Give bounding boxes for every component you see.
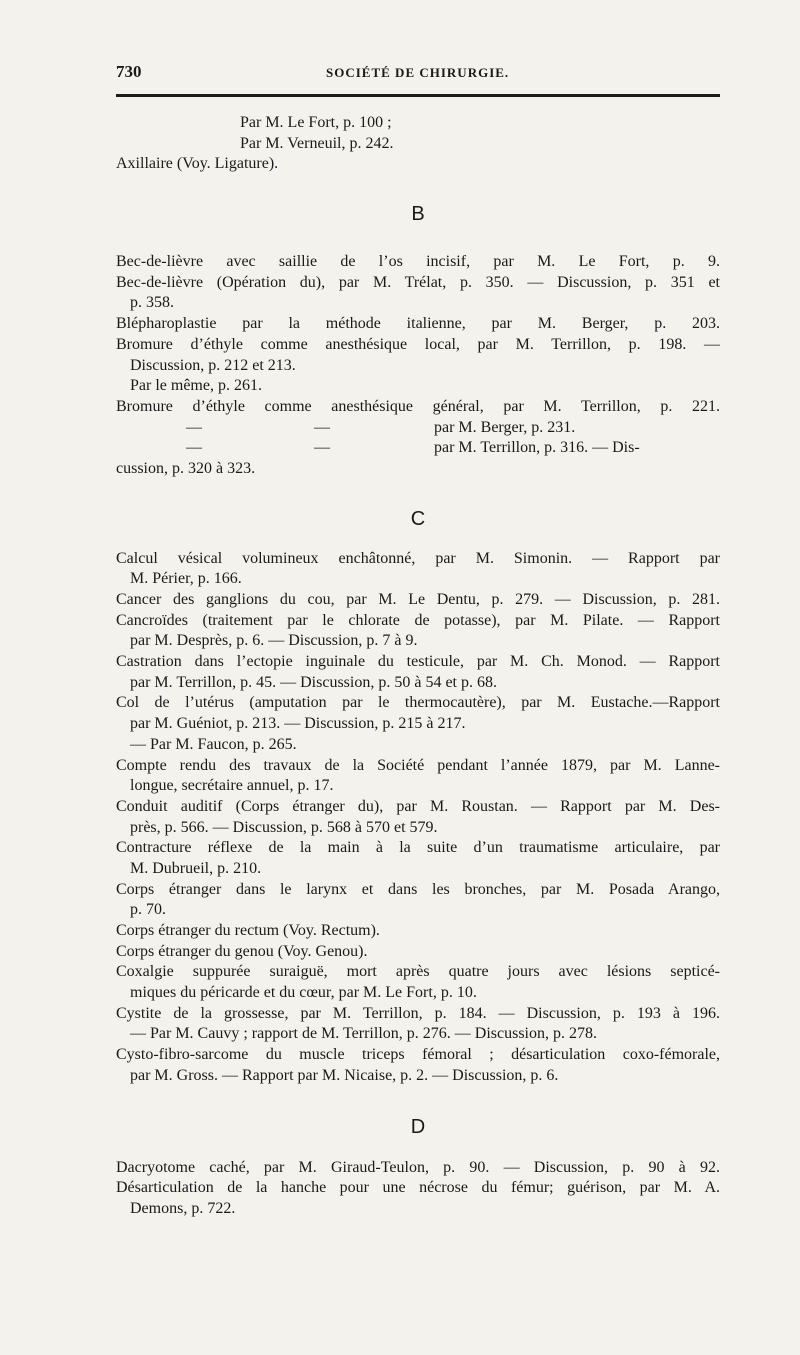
index-entry: Corps étranger du rectum (Voy. Rectum). bbox=[116, 922, 380, 939]
index-entry: Calcul vésical volumineux enchâtonné, par M. Simonin. — Rapport par bbox=[116, 549, 720, 567]
index-line: M. Dubrueil, p. 210. bbox=[130, 859, 262, 877]
index-entry: Désarticulation de la hanche pour une nécrose du fémur; guérison, par M. A. bbox=[116, 1179, 720, 1197]
index-line: longue, secrétaire annuel, p. 17. bbox=[130, 777, 334, 795]
index-line: M. Périer, p. 166. bbox=[130, 570, 242, 588]
index-line: — Par M. Faucon, p. 265. bbox=[130, 735, 297, 753]
index-entry: Bromure d’éthyle comme anesthésique général, par M. Terrillon, p. 221. bbox=[116, 397, 720, 415]
index-line: Demons, p. 722. bbox=[130, 1199, 236, 1217]
section-letter-d: D bbox=[410, 1115, 426, 1138]
index-line: Par M. Le Fort, p. 100 ; bbox=[240, 114, 392, 131]
index-entry: Col de l’utérus (amputation par le thermocautère), par M. Eustache.—Rapport bbox=[116, 694, 720, 712]
page-number: 730 bbox=[116, 62, 142, 81]
index-entry: Bec-de-lièvre avec saillie de l’os incisif, par M. Le Fort, p. 9. bbox=[116, 253, 720, 271]
ditto-dash: — bbox=[186, 418, 202, 436]
index-entry: Cancroïdes (traitement par le chlorate de potasse), par M. Pilate. — Rapport bbox=[116, 611, 720, 629]
index-line: Par M. Verneuil, p. 242. bbox=[240, 134, 394, 152]
index-body bbox=[116, 113, 720, 1220]
index-entry: Compte rendu des travaux de la Société pendant l’année 1879, par M. Lanne- bbox=[116, 756, 720, 774]
index-entry: Blépharoplastie par la méthode italienne, par M. Berger, p. 203. bbox=[116, 315, 720, 333]
index-entry: Contracture réflexe de la main à la suite d’un traumatisme articulaire, par bbox=[116, 839, 720, 857]
index-line: — Par M. Cauvy ; rapport de M. Terrillon, p. 276. — Discussion, p. 278. bbox=[130, 1025, 597, 1043]
section-letter-c: C bbox=[410, 507, 426, 530]
index-line: p. 70. bbox=[130, 901, 166, 919]
index-entry: Axillaire (Voy. Ligature). bbox=[116, 155, 279, 173]
running-head: SOCIÉTÉ DE CHIRURGIE. bbox=[326, 65, 510, 80]
ditto-line bbox=[116, 438, 720, 459]
index-entry: Dacryotome caché, par M. Giraud-Teulon, p. 90. — Discussion, p. 90 à 92. bbox=[116, 1158, 720, 1176]
index-entry: Cystite de la grossesse, par M. Terrillon, p. 184. — Discussion, p. 193 à 196. bbox=[116, 1004, 720, 1022]
header-rule bbox=[116, 94, 720, 97]
index-line: par M. Terrillon, p. 316. — Dis- bbox=[434, 439, 640, 457]
ditto-line bbox=[116, 418, 720, 439]
index-line: par M. Berger, p. 231. bbox=[434, 418, 576, 436]
ditto-dash: — bbox=[314, 439, 330, 457]
index-line: Par le même, p. 261. bbox=[130, 377, 262, 395]
index-line: p. 358. bbox=[130, 294, 174, 312]
index-entry: Conduit auditif (Corps étranger du), par M. Roustan. — Rapport par M. Des- bbox=[116, 797, 720, 815]
ditto-dash: — bbox=[186, 439, 202, 457]
section-letter-b: B bbox=[411, 203, 425, 226]
index-entry: Bromure d’éthyle comme anesthésique local, par M. Terrillon, p. 198. — bbox=[116, 335, 720, 353]
index-entry: Corps étranger du genou (Voy. Genou). bbox=[116, 942, 368, 960]
index-entry: Castration dans l’ectopie inguinale du testicule, par M. Ch. Monod. — Rapport bbox=[116, 653, 720, 671]
ditto-dash: — bbox=[314, 418, 330, 436]
index-line: par M. Terrillon, p. 45. — Discussion, p. 50 à 54 et p. 68. bbox=[130, 673, 497, 691]
index-line: par M. Guéniot, p. 213. — Discussion, p. 215 à 217. bbox=[130, 715, 466, 733]
index-entry: Cysto-fibro-sarcome du muscle triceps fémoral ; désarticulation coxo-fémorale, bbox=[116, 1046, 720, 1064]
page-header bbox=[116, 62, 720, 86]
index-line: Discussion, p. 212 et 213. bbox=[130, 356, 296, 374]
index-line: par M. Gross. — Rapport par M. Nicaise, p. 2. — Discussion, p. 6. bbox=[130, 1066, 559, 1084]
index-entry: Coxalgie suppurée suraiguë, mort après quatre jours avec lésions septicé- bbox=[116, 963, 720, 981]
index-entry: Corps étranger dans le larynx et dans les bronches, par M. Posada Arango, bbox=[116, 880, 720, 898]
index-line: par M. Desprès, p. 6. — Discussion, p. 7 à 9. bbox=[130, 632, 418, 650]
index-entry: Cancer des ganglions du cou, par M. Le Dentu, p. 279. — Discussion, p. 281. bbox=[116, 591, 720, 608]
index-line: miques du péricarde et du cœur, par M. Le Fort, p. 10. bbox=[130, 984, 477, 1002]
index-line: cussion, p. 320 à 323. bbox=[116, 459, 256, 477]
index-entry: Bec-de-lièvre (Opération du), par M. Trélat, p. 350. — Discussion, p. 351 et bbox=[116, 273, 720, 291]
index-line: près, p. 566. — Discussion, p. 568 à 570 et 579. bbox=[130, 818, 438, 836]
